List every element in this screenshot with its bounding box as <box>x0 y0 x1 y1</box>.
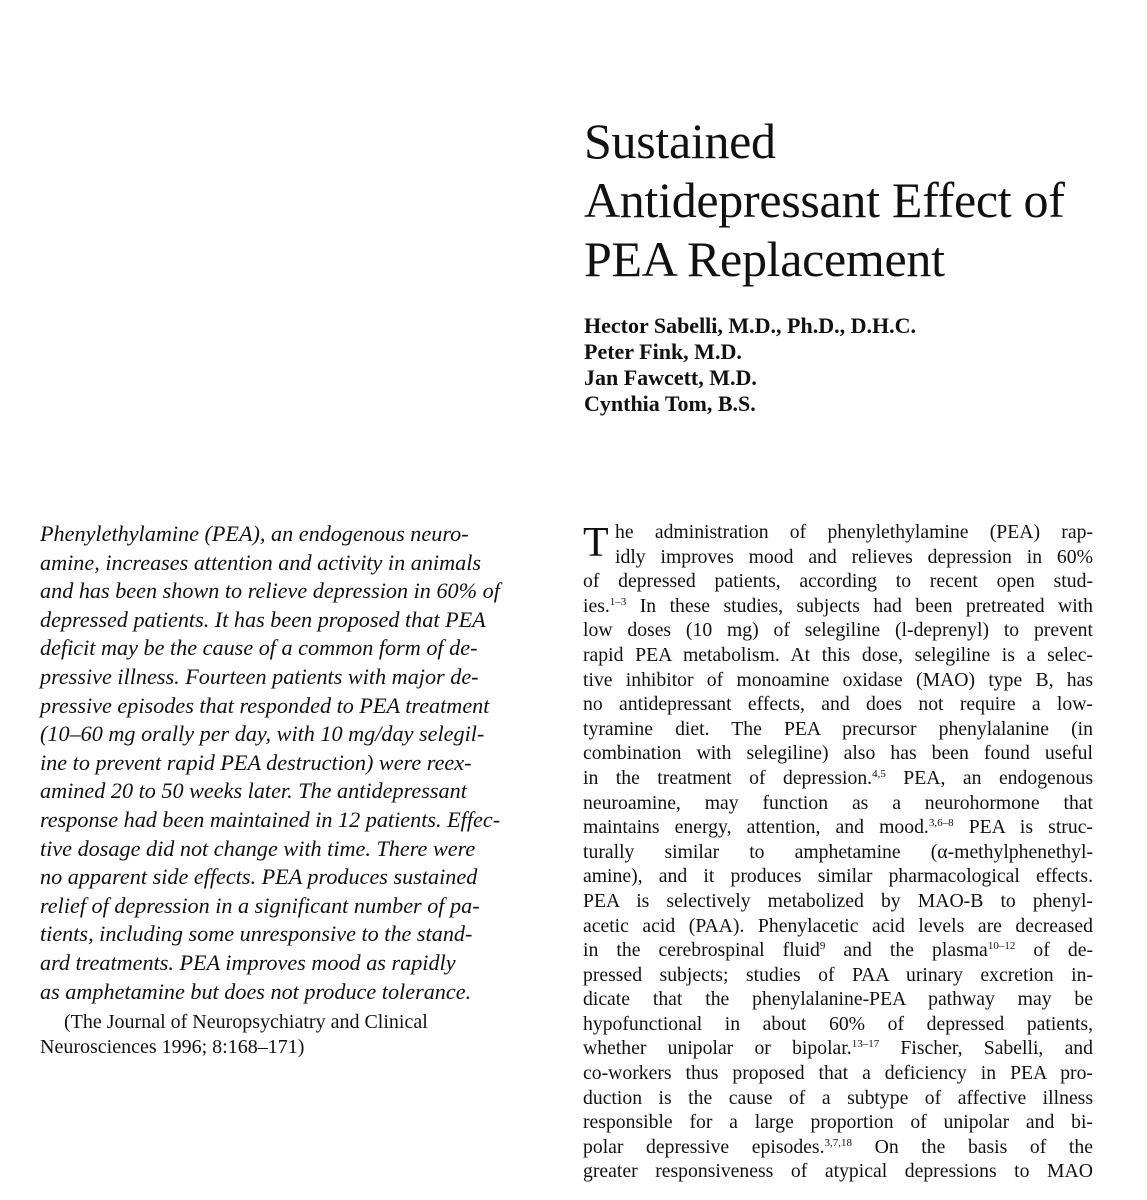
body-text-segment: of de- <box>1015 939 1094 962</box>
article-title <box>584 112 1124 289</box>
abstract-line: as amphetamine but does not produce tolerance. <box>40 978 472 1004</box>
body-text-segment: turally similar to amphetamine (α-methylphenethyl- <box>583 840 1093 863</box>
body-line <box>583 840 1093 865</box>
drop-cap: T <box>583 520 609 566</box>
body-text-segment: idly improves mood and relieves depression in 60% <box>615 545 1093 568</box>
body-text-segment: rapid PEA metabolism. At this dose, selegiline is a selec- <box>583 643 1093 666</box>
body-column <box>583 520 1093 1184</box>
author-name: Jan Fawcett, M.D. <box>584 365 757 390</box>
body-line <box>583 1159 1093 1184</box>
body-text-segment: no antidepressant effects, and does not require a low- <box>583 693 1093 716</box>
body-line <box>583 668 1093 693</box>
body-text-segment: hypofunctional in about 60% of depressed patients, <box>583 1012 1093 1035</box>
body-text-segment: whether unipolar or bipolar. <box>583 1037 852 1060</box>
abstract-line: pressive episodes that responded to PEA treatment <box>40 692 490 718</box>
body-text-segment: ies. <box>583 594 610 617</box>
body-text-segment: amine), and it produces similar pharmacological effects. <box>583 865 1093 888</box>
abstract <box>40 520 565 1060</box>
body-line <box>583 815 1093 840</box>
reference-superscript: 1–3 <box>609 595 627 608</box>
body-line <box>583 1012 1093 1037</box>
body-text-segment: responsible for a large proportion of unipolar and bi- <box>583 1111 1093 1134</box>
abstract-line: no apparent side effects. PEA produces sustained <box>40 864 478 890</box>
body-line <box>583 938 1093 963</box>
body-line <box>583 1135 1093 1160</box>
body-line <box>583 963 1093 988</box>
body-line <box>583 791 1093 816</box>
body-line <box>583 1036 1093 1061</box>
body-text-segment: greater responsiveness of atypical depressions to MAO <box>583 1160 1093 1183</box>
abstract-line: ard treatments. PEA improves mood as rapidly <box>40 949 456 975</box>
title-line: Antidepressant Effect of <box>584 172 1065 228</box>
body-line <box>583 643 1093 668</box>
abstract-line: (10–60 mg orally per day, with 10 mg/day selegil- <box>40 721 485 747</box>
body-line <box>583 766 1093 791</box>
body-text-segment: PEA is selectively metabolized by MAO-B to phenyl- <box>583 889 1093 912</box>
body-line <box>583 1086 1093 1111</box>
body-text-segment: In these studies, subjects had been pretreated with <box>626 594 1093 617</box>
author-name: Peter Fink, M.D. <box>584 339 742 364</box>
body-line <box>583 545 1093 570</box>
body-text-segment: tyramine diet. The PEA precursor phenylalanine (in <box>583 717 1093 740</box>
title-block <box>584 112 1124 417</box>
body-text-segment: pressed subjects; studies of PAA urinary excretion in- <box>583 963 1093 986</box>
body-text-segment: co-workers thus proposed that a deficiency in PEA pro- <box>583 1062 1093 1085</box>
citation-line: Neurosciences 1996; 8:168–171) <box>40 1036 305 1059</box>
body-text-segment: PEA is struc- <box>953 816 1093 839</box>
body-line <box>583 864 1093 889</box>
body-line <box>583 889 1093 914</box>
title-line: PEA Replacement <box>584 231 945 287</box>
body-line <box>583 594 1093 619</box>
body-text-segment: in the treatment of depression. <box>583 766 873 789</box>
body-text-segment: and the plasma <box>825 939 988 962</box>
abstract-line: pressive illness. Fourteen patients with major de- <box>40 663 479 689</box>
abstract-line: amined 20 to 50 weeks later. The antidepressant <box>40 778 467 804</box>
abstract-line: amine, increases attention and activity in animals <box>40 549 482 575</box>
reference-superscript: 9 <box>819 940 826 953</box>
body-line <box>583 987 1093 1012</box>
body-text-segment: On the basis of the <box>852 1135 1093 1158</box>
reference-superscript: 10–12 <box>987 940 1016 953</box>
body-text-segment: in the cerebrospinal fluid <box>583 939 820 962</box>
body-line <box>583 692 1093 717</box>
abstract-line: tive dosage did not change with time. There were <box>40 835 476 861</box>
body-text-segment: tive inhibitor of monoamine oxidase (MAO) type B, has <box>583 668 1093 691</box>
abstract-line: tients, including some unresponsive to the stand- <box>40 921 473 947</box>
journal-citation <box>40 1010 565 1060</box>
abstract-text <box>40 520 565 1006</box>
body-text-segment: low doses (10 mg) of selegiline (l-deprenyl) to prevent <box>583 619 1093 642</box>
body-line <box>583 1110 1093 1135</box>
author-name: Cynthia Tom, B.S. <box>584 391 756 416</box>
body-text-segment: combination with selegiline) also has been found useful <box>583 742 1093 765</box>
title-line: Sustained <box>584 113 776 169</box>
body-text-segment: he administration of phenylethylamine (PEA) rap- <box>615 521 1093 543</box>
abstract-line: relief of depression in a significant number of pa- <box>40 892 480 918</box>
body-line <box>583 569 1093 594</box>
reference-superscript: 3,7,18 <box>824 1136 852 1149</box>
body-text-segment: polar depressive episodes. <box>583 1135 825 1158</box>
body-text <box>583 520 1093 1184</box>
body-text-segment: duction is the cause of a subtype of affective illness <box>583 1086 1093 1109</box>
body-line <box>583 1061 1093 1086</box>
citation-line: (The Journal of Neuropsychiatry and Clinical <box>64 1011 428 1034</box>
author-list <box>584 313 1124 417</box>
reference-superscript: 13–17 <box>851 1038 880 1051</box>
body-line <box>583 618 1093 643</box>
body-line <box>583 741 1093 766</box>
body-text-segment: Fischer, Sabelli, and <box>879 1037 1093 1060</box>
body-text-segment: PEA, an endogenous <box>885 766 1093 789</box>
abstract-line: Phenylethylamine (PEA), an endogenous neuro- <box>40 521 469 546</box>
author-name: Hector Sabelli, M.D., Ph.D., D.H.C. <box>584 313 917 338</box>
reference-superscript: 3,6–8 <box>928 817 954 830</box>
body-text-segment: acetic acid (PAA). Phenylacetic acid levels are decreased <box>583 914 1093 937</box>
abstract-line: response had been maintained in 12 patients. Effec- <box>40 806 501 832</box>
body-text-segment: of depressed patients, according to recent open stud- <box>583 570 1093 593</box>
abstract-line: ine to prevent rapid PEA destruction) were reex- <box>40 749 472 775</box>
body-text-segment: neuroamine, may function as a neurohormone that <box>583 791 1093 814</box>
body-text-segment: maintains energy, attention, and mood. <box>583 816 929 839</box>
reference-superscript: 4,5 <box>872 767 886 780</box>
abstract-line: depressed patients. It has been proposed that PEA <box>40 606 486 632</box>
abstract-line: and has been shown to relieve depression in 60% of <box>40 578 500 604</box>
body-text-segment: dicate that the phenylalanine-PEA pathway may be <box>583 988 1093 1011</box>
body-line <box>583 914 1093 939</box>
body-line <box>583 717 1093 742</box>
abstract-line: deficit may be the cause of a common form of de- <box>40 635 478 661</box>
